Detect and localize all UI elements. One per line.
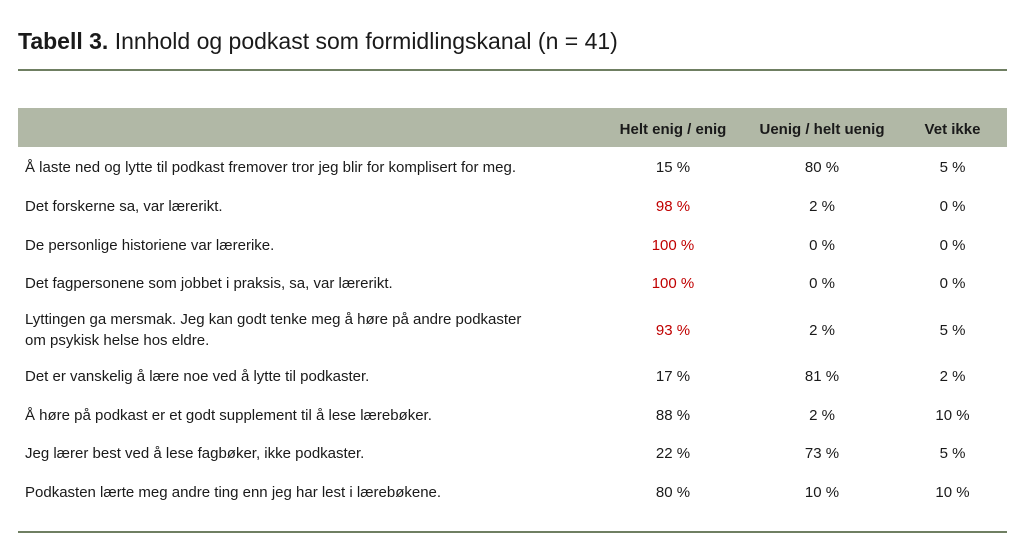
survey-table	[18, 108, 1007, 512]
table-row	[18, 147, 1007, 187]
row-disagree: 2 %	[809, 321, 835, 339]
header-agree: Helt enig / enig	[619, 121, 727, 138]
row-unsure: 10 %	[935, 406, 970, 424]
row-unsure: 0 %	[939, 198, 966, 215]
row-unsure: 0 %	[939, 275, 966, 292]
row-statement: Det er vanskelig å lære noe ved å lytte til podkaster.	[25, 368, 370, 385]
row-agree: 100 %	[651, 275, 695, 292]
table-row	[18, 473, 1007, 512]
row-disagree: 2 %	[809, 406, 835, 424]
row-statement: Å høre på podkast er et godt supplement til å lese lærebøker.	[25, 406, 432, 424]
row-agree: 17 %	[655, 368, 691, 385]
row-statement: Podkasten lærte meg andre ting enn jeg har lest i lærebøkene.	[25, 484, 442, 501]
row-statement: Jeg lærer best ved å lese fagbøker, ikke podkaster.	[25, 445, 365, 462]
top-rule	[18, 69, 1007, 71]
header-statement	[18, 138, 600, 147]
row-unsure: 5 %	[939, 158, 966, 176]
row-unsure: 2 %	[939, 368, 966, 385]
row-agree: 80 %	[655, 484, 691, 501]
header-unsure: Vet ikke	[924, 121, 981, 138]
row-agree: 22 %	[655, 445, 691, 462]
row-agree: 98 %	[655, 198, 691, 215]
table-row	[18, 357, 1007, 396]
row-agree: 100 %	[651, 236, 695, 254]
table-header-row	[18, 108, 1007, 147]
row-unsure: 10 %	[935, 484, 970, 501]
bottom-rule	[18, 531, 1007, 533]
table-row	[18, 303, 1007, 357]
table-title-label: Tabell 3.	[18, 28, 109, 54]
table-title-text: Innhold og podkast som formidlingskanal (n = 41)	[114, 28, 618, 54]
row-disagree: 81 %	[804, 368, 840, 385]
row-unsure: 0 %	[939, 236, 966, 254]
row-disagree: 80 %	[804, 158, 840, 176]
table-row	[18, 396, 1007, 434]
row-statement: Det forskerne sa, var lærerikt.	[25, 198, 223, 215]
row-unsure: 5 %	[939, 445, 966, 462]
row-disagree: 10 %	[804, 484, 840, 501]
row-agree: 15 %	[655, 158, 691, 176]
table-row	[18, 226, 1007, 264]
row-statement: Det fagpersonene som jobbet i praksis, sa, var lærerikt.	[25, 275, 393, 292]
row-disagree: 0 %	[809, 236, 835, 254]
row-unsure: 5 %	[939, 321, 966, 339]
row-agree: 88 %	[655, 406, 691, 424]
row-disagree: 2 %	[809, 198, 835, 215]
row-statement: Lyttingen ga mersmak. Jeg kan godt tenke meg å høre på andre podkaster om psykisk helse hos eldre.	[25, 311, 522, 349]
table-title	[18, 26, 618, 56]
row-agree: 93 %	[655, 321, 691, 339]
table-row	[18, 264, 1007, 303]
row-statement: De personlige historiene var lærerike.	[25, 236, 275, 254]
row-disagree: 73 %	[804, 445, 840, 462]
table-row	[18, 434, 1007, 473]
header-disagree: Uenig / helt uenig	[759, 121, 885, 138]
row-statement: Å laste ned og lytte til podkast fremover tror jeg blir for komplisert for meg.	[25, 158, 517, 176]
row-disagree: 0 %	[809, 275, 835, 292]
table-row	[18, 187, 1007, 226]
